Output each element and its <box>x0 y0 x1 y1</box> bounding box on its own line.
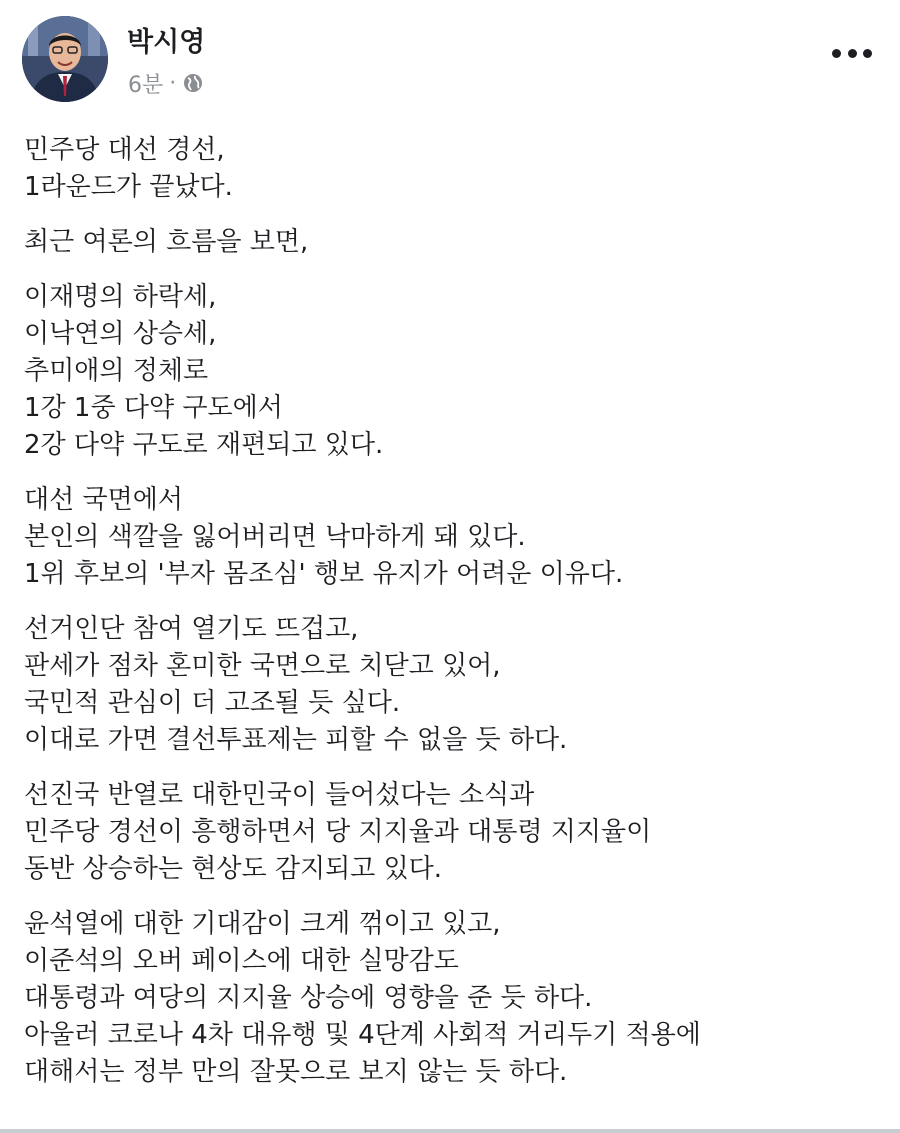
author-name[interactable]: 박시영 <box>127 27 206 58</box>
more-options-icon[interactable] <box>832 40 872 66</box>
post-paragraph <box>24 279 884 464</box>
post-line: 이재명의 하락세, <box>24 282 217 312</box>
author-avatar[interactable] <box>22 16 108 102</box>
post-line: 이준석의 오버 페이스에 대한 실망감도 <box>24 946 459 976</box>
post-timestamp[interactable]: 6분 <box>128 72 164 98</box>
globe-icon[interactable] <box>182 72 204 94</box>
post-paragraph <box>24 132 884 206</box>
post-meta <box>128 70 204 96</box>
post-line: 대선 국면에서 <box>24 485 183 515</box>
dot <box>863 49 872 58</box>
post-line: 선진국 반열로 대한민국이 들어섰다는 소식과 <box>24 780 535 810</box>
dot <box>832 49 841 58</box>
post-line: 1라운드가 끝났다. <box>24 172 233 202</box>
post-body <box>24 132 884 1109</box>
post-line: 이낙연의 상승세, <box>24 319 217 349</box>
post-line: 1위 후보의 '부자 몸조심' 행보 유지가 어려운 이유다. <box>24 559 624 589</box>
post-line: 최근 여론의 흐름을 보면, <box>24 227 309 257</box>
post-paragraph <box>24 224 884 261</box>
post-line: 대통령과 여당의 지지율 상승에 영향을 준 듯 하다. <box>24 983 593 1013</box>
post-line: 1강 1중 다약 구도에서 <box>24 393 283 423</box>
avatar-image <box>22 16 108 102</box>
meta-separator: · <box>169 70 177 96</box>
post-line: 추미애의 정체로 <box>24 356 209 386</box>
divider <box>0 1129 900 1133</box>
post-line: 이대로 가면 결선투표제는 피할 수 없을 듯 하다. <box>24 725 568 755</box>
post-line: 선거인단 참여 열기도 뜨겁고, <box>24 614 359 644</box>
post-paragraph <box>24 777 884 888</box>
post-header <box>0 0 900 120</box>
post-line: 판세가 점차 혼미한 국면으로 치닫고 있어, <box>24 651 501 681</box>
post-line: 2강 다약 구도로 재편되고 있다. <box>24 430 384 460</box>
post-paragraph <box>24 611 884 759</box>
post-paragraph <box>24 482 884 593</box>
post-line: 윤석열에 대한 기대감이 크게 꺾이고 있고, <box>24 909 501 939</box>
dot <box>848 49 857 58</box>
post-line: 본인의 색깔을 잃어버리면 낙마하게 돼 있다. <box>24 522 526 552</box>
post-line: 아울러 코로나 4차 대유행 및 4단계 사회적 거리두기 적용에 <box>24 1020 701 1050</box>
post-line: 대해서는 정부 만의 잘못으로 보지 않는 듯 하다. <box>24 1057 568 1087</box>
post-line: 국민적 관심이 더 고조될 듯 싶다. <box>24 688 401 718</box>
post-line: 민주당 대선 경선, <box>24 135 225 165</box>
post-paragraph <box>24 906 884 1091</box>
post-line: 민주당 경선이 흥행하면서 당 지지율과 대통령 지지율이 <box>24 817 652 847</box>
post-line: 동반 상승하는 현상도 감지되고 있다. <box>24 854 443 884</box>
